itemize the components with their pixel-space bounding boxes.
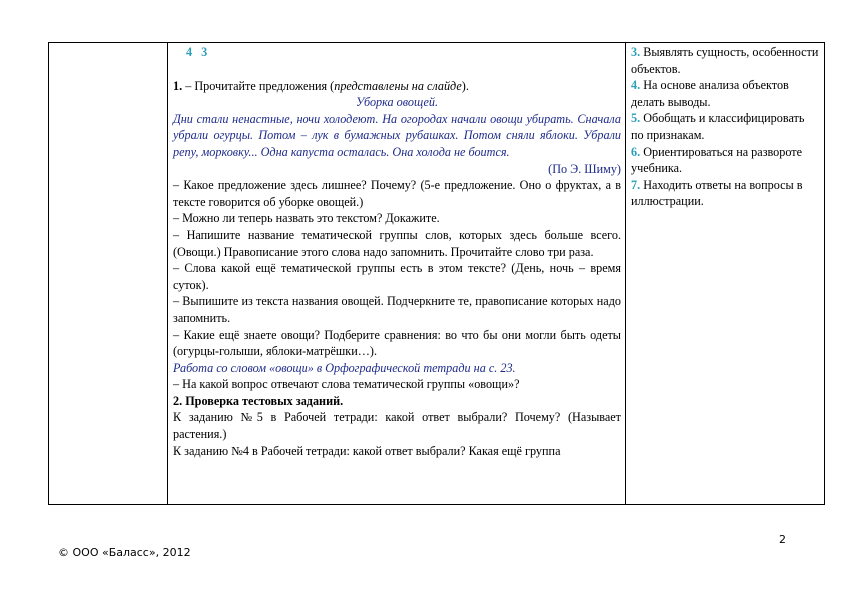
question-7: – На какой вопрос отвечают слова тематической группы «овощи»? (173, 377, 520, 392)
work-note: Работа со словом «овощи» в Орфографической тетради на с. 23. (173, 360, 516, 375)
skill-item: 5. Обобщать и классифицировать по признакам. (631, 111, 805, 142)
task1-number: 1. (173, 78, 183, 93)
task2-heading: 2. Проверка тестовых заданий. (173, 393, 344, 408)
skill-item: 7. Находить ответы на вопросы в иллюстрации. (631, 177, 803, 209)
lesson-table (48, 42, 825, 505)
skill-item: 6. Ориентироваться на развороте учебника. (631, 144, 803, 176)
table-column-empty (49, 43, 168, 504)
poem-title: Уборка овощей. (355, 95, 439, 110)
copyright-footer: © ООО «Баласс», 2012 (58, 546, 191, 559)
task2-paragraph-2: К заданию №4 в Рабочей тетради: какой ответ выбрали? Какая ещё группа (173, 443, 561, 458)
task1-italic: представлены на слайде (334, 78, 462, 93)
skill-item: 4. На основе анализа объектов делать выводы. (631, 78, 789, 109)
skills-column (626, 43, 824, 504)
task1-text: – Прочитайте предложения ( (182, 78, 335, 93)
question-5: – Выпишите из текста названия овощей. Подчеркните те, правописание которых надо запомнить. (173, 294, 621, 325)
slide-numbers: 4 3 (186, 45, 208, 59)
skill-item: 3. Выявлять сущность, особенности объектов. (631, 45, 819, 76)
question-2: – Можно ли теперь назвать это текстом? Докажите. (173, 211, 440, 226)
task1-instruction (173, 78, 621, 95)
question-4: – Слова какой ещё тематической группы есть в этом тексте? (День, ночь – время суток). (173, 261, 621, 292)
poem-author: (По Э. Шиму) (548, 161, 621, 176)
question-6: – Какие ещё знаете овощи? Подберите сравнения: во что бы они могли быть одеты (огурцы-голыши, яблоки-матрёшки…). (173, 327, 621, 359)
question-3: – Напишите название тематической группы слов, которых здесь больше всего. (Овощи.) Правописание этого слова надо запомнить. Прочитайте слово три раза. (173, 227, 621, 259)
question-1: – Какое предложение здесь лишнее? Почему? (5-е предложение. Оно о фруктах, а в тексте говорится об уборке овощей.) (173, 178, 621, 209)
lesson-content-column (168, 43, 626, 504)
task1-end: ). (461, 78, 469, 93)
task2-paragraph-1: К заданию №5 в Рабочей тетради: какой ответ выбрали? Почему? (Называет растения.) (173, 410, 621, 442)
poem-text: Дни стали ненастные, ночи холодеют. На огородах начали овощи убирать. Сначала убрали огурцы. Потом – лук в бумажных рубашках. Потом сняли яблоки. Убрали репу, морковку... Одна капуста осталась. Она холода не боится. (173, 111, 621, 159)
page-number: 2 (779, 533, 786, 546)
